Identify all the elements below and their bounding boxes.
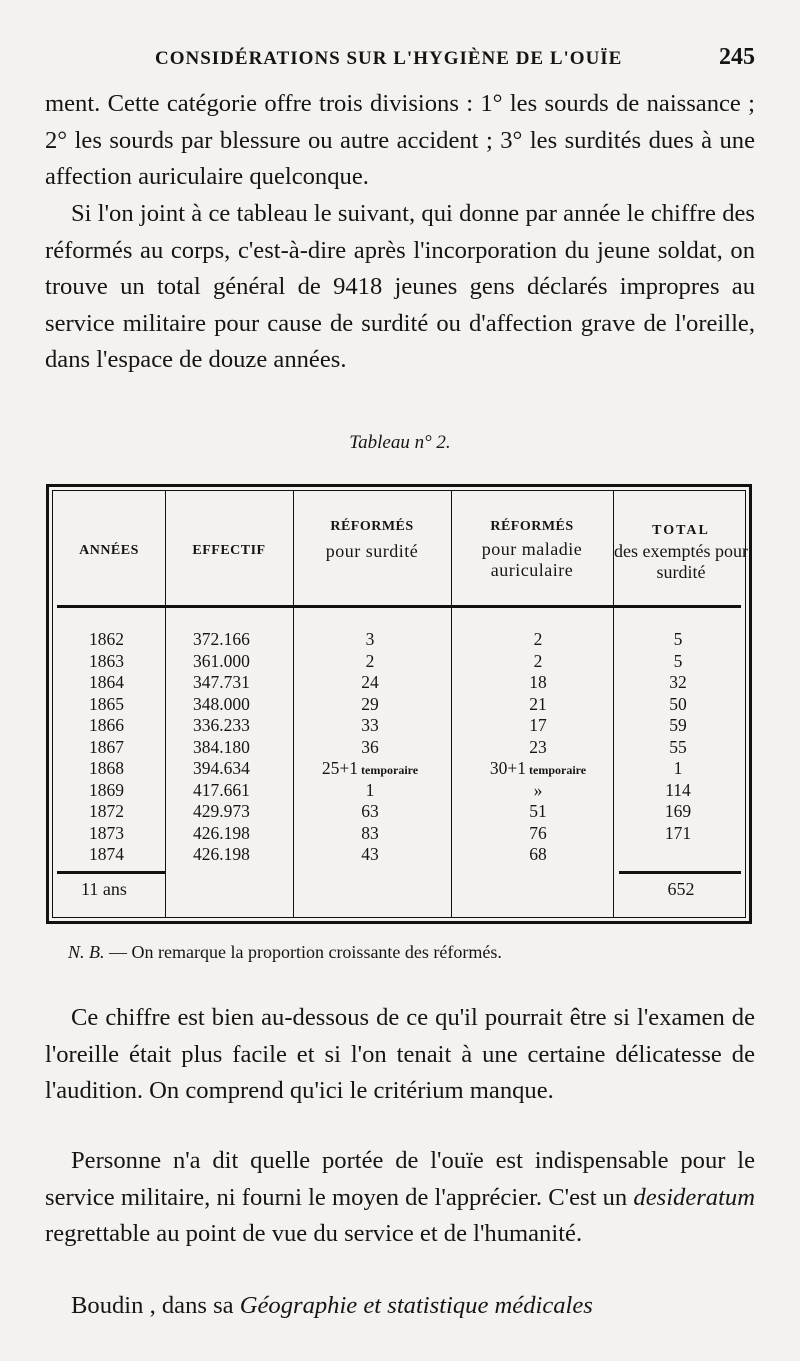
cell-value: 25+1 — [321, 758, 359, 778]
table-cell-annee — [89, 694, 124, 716]
cell-value: 33 — [361, 715, 379, 735]
footer-rule-annees — [57, 871, 165, 874]
column-effectif — [193, 629, 250, 866]
paragraph-3: Ce chiffre est bien au-dessous de ce qu'il pourrait être si l'examen de l'oreille était plus facile et si l'on tenait à une certaine délicatesse de l'audition. On comprend qu'ici le critérium manque. — [45, 1004, 755, 1105]
table-cell-effectif — [193, 629, 250, 651]
cell-value: 76 — [529, 822, 547, 843]
cell-value: 23 — [529, 736, 547, 757]
cell-value: 1873 — [89, 822, 124, 843]
table-cell-maladie — [463, 715, 613, 737]
cell-value: 24 — [361, 672, 379, 692]
table-cell-annee — [89, 780, 124, 802]
cell-value: 5 — [673, 650, 683, 671]
header-rule — [57, 605, 741, 608]
header-reformes-surdite-top: RÉFORMÉS — [330, 519, 414, 534]
table-cell-annee — [89, 844, 124, 866]
cell-value: 1867 — [89, 736, 124, 757]
cell-value: 30+1 — [489, 758, 527, 778]
table-cell-surdite — [305, 823, 435, 845]
table-cell-annee — [89, 672, 124, 694]
table-cell-effectif — [193, 694, 250, 716]
column-reformes-surdite — [305, 629, 435, 866]
table-cell-annee — [89, 715, 124, 737]
table-cell-surdite — [305, 694, 435, 716]
paragraph-4-part-b: regrettable au point de vue du service et de l'humanité. — [45, 1220, 583, 1248]
column-annees — [89, 629, 124, 866]
header-total-sub: des exemptés pour surdité — [614, 541, 748, 582]
cell-value: 426.198 — [193, 822, 250, 843]
table-cell-surdite — [305, 737, 435, 759]
table-cell-effectif — [193, 715, 250, 737]
column-reformes-maladie — [463, 629, 613, 866]
table-cell-effectif — [193, 801, 250, 823]
table-cell-total — [623, 672, 733, 694]
cell-value: 2 — [533, 650, 543, 671]
table-cell-maladie — [463, 694, 613, 716]
table-cell-effectif — [193, 780, 250, 802]
cell-value: 114 — [665, 779, 691, 800]
table-caption: Tableau n° 2. — [349, 432, 451, 453]
paragraph-1: ment. Cette catégorie offre trois divisions : 1° les sourds de naissance ; 2° les sourds par blessure ou autre accident ; 3° les surdités dues à une affection auriculaire quelconque. — [45, 90, 755, 191]
cell-value: 21 — [529, 693, 547, 714]
cell-value: 426.198 — [193, 844, 250, 864]
cell-value: 5 — [673, 629, 683, 649]
table-cell-total — [623, 801, 733, 823]
table-cell-effectif — [193, 651, 250, 673]
table-cell-total — [623, 694, 733, 716]
cell-value: 1866 — [89, 715, 124, 735]
cell-value: 169 — [664, 801, 692, 821]
paragraph-5-italic: Géographie et statistique médicales — [239, 1292, 593, 1319]
cell-value: 68 — [529, 844, 547, 864]
cell-value: 1862 — [89, 629, 124, 649]
footer-annees: 11 ans — [81, 879, 127, 899]
table-cell-total — [623, 651, 733, 673]
cell-note: temporaire — [526, 763, 587, 777]
cell-value: 429.973 — [193, 801, 250, 821]
column-total — [623, 629, 733, 866]
running-head: CONSIDÉRATIONS SUR L'HYGIÈNE DE L'OUÏE — [155, 48, 623, 69]
table-cell-annee — [89, 758, 124, 780]
table-cell-total — [623, 715, 733, 737]
cell-value: 3 — [365, 629, 375, 649]
header-total — [613, 523, 749, 583]
cell-value: 1 — [365, 779, 375, 800]
table-cell-total — [623, 780, 733, 802]
table-cell-annee — [89, 651, 124, 673]
cell-value: 1865 — [89, 693, 124, 714]
table-cell-maladie — [463, 672, 613, 694]
cell-value: 63 — [361, 801, 379, 821]
header-annees: ANNÉES — [79, 543, 139, 558]
cell-value: 36 — [361, 736, 379, 757]
table-cell-total — [623, 844, 733, 866]
table-cell-maladie — [463, 780, 613, 802]
table-cell-annee — [89, 629, 124, 651]
page-number: 245 — [719, 44, 755, 70]
header-reformes-surdite-sub: pour surdité — [325, 541, 419, 561]
cell-value: 17 — [529, 715, 547, 735]
cell-value: 1874 — [89, 844, 124, 864]
table-cell-total — [623, 823, 733, 845]
paragraph-4-part-a: Personne n'a dit quelle portée de l'ouïe est indispensable pour le service militaire, ni fourni le moyen de l'apprécier. C'est un — [45, 1147, 755, 1211]
table-cell-surdite — [305, 715, 435, 737]
table-cell-maladie — [463, 651, 613, 673]
table-cell-surdite — [305, 629, 435, 651]
table-cell-surdite — [305, 758, 435, 780]
cell-value: 59 — [669, 715, 687, 735]
table-cell-effectif — [193, 844, 250, 866]
cell-value: 43 — [361, 844, 379, 864]
table-cell-annee — [89, 737, 124, 759]
note-label: N. B. — [68, 942, 105, 962]
cell-value: 1869 — [89, 779, 124, 800]
cell-value: 2 — [533, 629, 543, 649]
table-cell-maladie — [463, 823, 613, 845]
data-table — [46, 484, 752, 924]
table-cell-surdite — [305, 672, 435, 694]
paragraph-2: Si l'on joint à ce tableau le suivant, qui donne par année le chiffre des réformés au corps, c'est-à-dire après l'incorporation du jeune soldat, on trouve un total général de 9418 jeunes gens déclarés impropres au service militaire pour cause de surdité ou d'affection grave de l'oreille, dans l'espace de douze années. — [45, 200, 755, 374]
paragraph-5 — [45, 1288, 755, 1325]
table-cell-maladie — [463, 737, 613, 759]
cell-value: 18 — [529, 672, 547, 692]
cell-value: 1864 — [89, 672, 124, 692]
header-reformes-maladie-top: RÉFORMÉS — [490, 519, 574, 534]
page-header — [45, 40, 755, 74]
table-cell-effectif — [193, 737, 250, 759]
note-text: — On remarque la proportion croissante des réformés. — [104, 942, 502, 962]
table-inner-frame — [52, 490, 746, 918]
header-total-top: TOTAL — [652, 523, 710, 538]
table-cell-effectif — [193, 823, 250, 845]
table-cell-total — [623, 758, 733, 780]
cell-value: 336.233 — [193, 715, 250, 735]
cell-value: » — [533, 779, 543, 800]
table-cell-maladie — [463, 758, 613, 780]
table-cell-surdite — [305, 844, 435, 866]
table-cell-total — [623, 737, 733, 759]
table-cell-maladie — [463, 844, 613, 866]
cell-value: 372.166 — [193, 629, 250, 649]
cell-value: 171 — [664, 822, 692, 843]
cell-value: 51 — [529, 801, 547, 821]
cell-value: 2 — [365, 650, 375, 671]
table-cell-effectif — [193, 672, 250, 694]
cell-value: 1863 — [89, 650, 124, 671]
cell-value: 394.634 — [193, 758, 250, 778]
cell-value: 347.731 — [193, 672, 250, 692]
table-cell-surdite — [305, 801, 435, 823]
cell-value: 55 — [669, 736, 687, 757]
cell-value: 361.000 — [193, 650, 250, 671]
table-note — [68, 942, 502, 963]
cell-value: 1 — [673, 758, 683, 778]
table-cell-maladie — [463, 801, 613, 823]
table-cell-total — [623, 629, 733, 651]
table-cell-effectif — [193, 758, 250, 780]
cell-value: 384.180 — [193, 736, 250, 757]
table-cell-annee — [89, 801, 124, 823]
cell-value: 32 — [669, 672, 687, 692]
table-cell-maladie — [463, 629, 613, 651]
cell-value: 1872 — [89, 801, 124, 821]
paragraph-5-part-a: Boudin , dans sa — [71, 1292, 240, 1319]
cell-value: 29 — [361, 693, 379, 714]
paragraph-4-italic: desideratum — [633, 1183, 755, 1211]
cell-value: 417.661 — [193, 779, 250, 800]
table-cell-surdite — [305, 651, 435, 673]
paragraph-4 — [45, 1143, 755, 1253]
footer-rule-total — [619, 871, 741, 874]
cell-note: temporaire — [358, 763, 419, 777]
table-cell-annee — [89, 823, 124, 845]
header-reformes-surdite — [293, 519, 451, 562]
footer-total: 652 — [667, 879, 695, 899]
cell-value: 50 — [669, 693, 687, 714]
table-cell-surdite — [305, 780, 435, 802]
header-effectif: EFFECTIF — [192, 543, 266, 558]
cell-value: 348.000 — [193, 693, 250, 714]
header-reformes-maladie — [451, 519, 613, 581]
cell-value: 83 — [361, 822, 379, 843]
header-reformes-maladie-sub: pour maladie auriculaire — [481, 539, 583, 580]
cell-value: 1868 — [89, 758, 124, 778]
